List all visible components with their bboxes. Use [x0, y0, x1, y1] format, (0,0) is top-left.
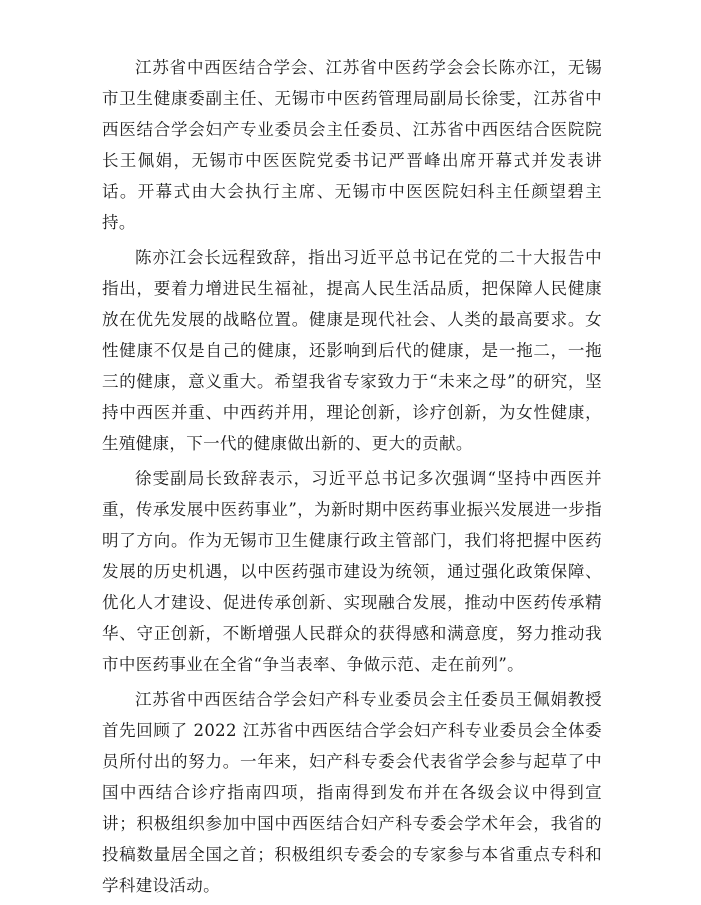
paragraph-opening-ceremony: 江苏省中西医结合学会、江苏省中医药学会会长陈亦江，无锡市卫生健康委副主任、无锡市中医药管理局副局长徐雯，江苏省中西医结合学会妇产专业委员会主任委员、江苏省中西医结合医院院长王佩娟，无锡市中医医院党委书记严晋峰出席开幕式并发表讲话。开幕式由大会执行主席、无锡市中医医院妇科主任颜望碧主持。 [102, 58, 602, 232]
paragraph-wang-peijuan-review: 江苏省中西医结合学会妇产科专业委员会主任委员王佩娟教授首先回顾了 2022 江苏省中西医结合学会妇产科专业委员会全体委员所付出的努力。一年来，妇产科专委会代表省学会参与起草了中国中西结合诊疗指南四项，指南得到发布并在各级会议中得到宣讲；积极组织参加中国中西医结合妇产科专委会学术年会，我省的投稿数量居全国之首；积极组织专委会的专家参与本省重点专科和学科建设活动。 [102, 690, 602, 895]
paragraph-chen-yijiang-speech: 陈亦江会长远程致辞，指出习近平总书记在党的二十大报告中指出，要着力增进民生福祉，提高人民生活品质，把保障人民健康放在优先发展的战略位置。健康是现代社会、人类的最高要求。女性健康不仅是自己的健康，还影响到后代的健康，是一拖二，一拖三的健康，意义重大。希望我省专家致力于“未来之母”的研究，坚持中西医并重、中西药并用，理论创新，诊疗创新，为女性健康，生殖健康，下一代的健康做出新的、更大的贡献。 [102, 248, 602, 453]
paragraph-xu-wen-speech: 徐雯副局长致辞表示，习近平总书记多次强调“坚持中西医并重，传承发展中医药事业”，为新时期中医药事业振兴发展进一步指明了方向。作为无锡市卫生健康行政主管部门，我们将把握中医药发展的历史机遇，以中医药强市建设为统领，通过强化政策保障、优化人才建设、促进传承创新、实现融合发展，推动中医药传承精华、守正创新，不断增强人民群众的获得感和满意度，努力推动我市中医药事业在全省“争当表率、争做示范、走在前列”。 [102, 469, 602, 674]
article-body [102, 52, 602, 905]
